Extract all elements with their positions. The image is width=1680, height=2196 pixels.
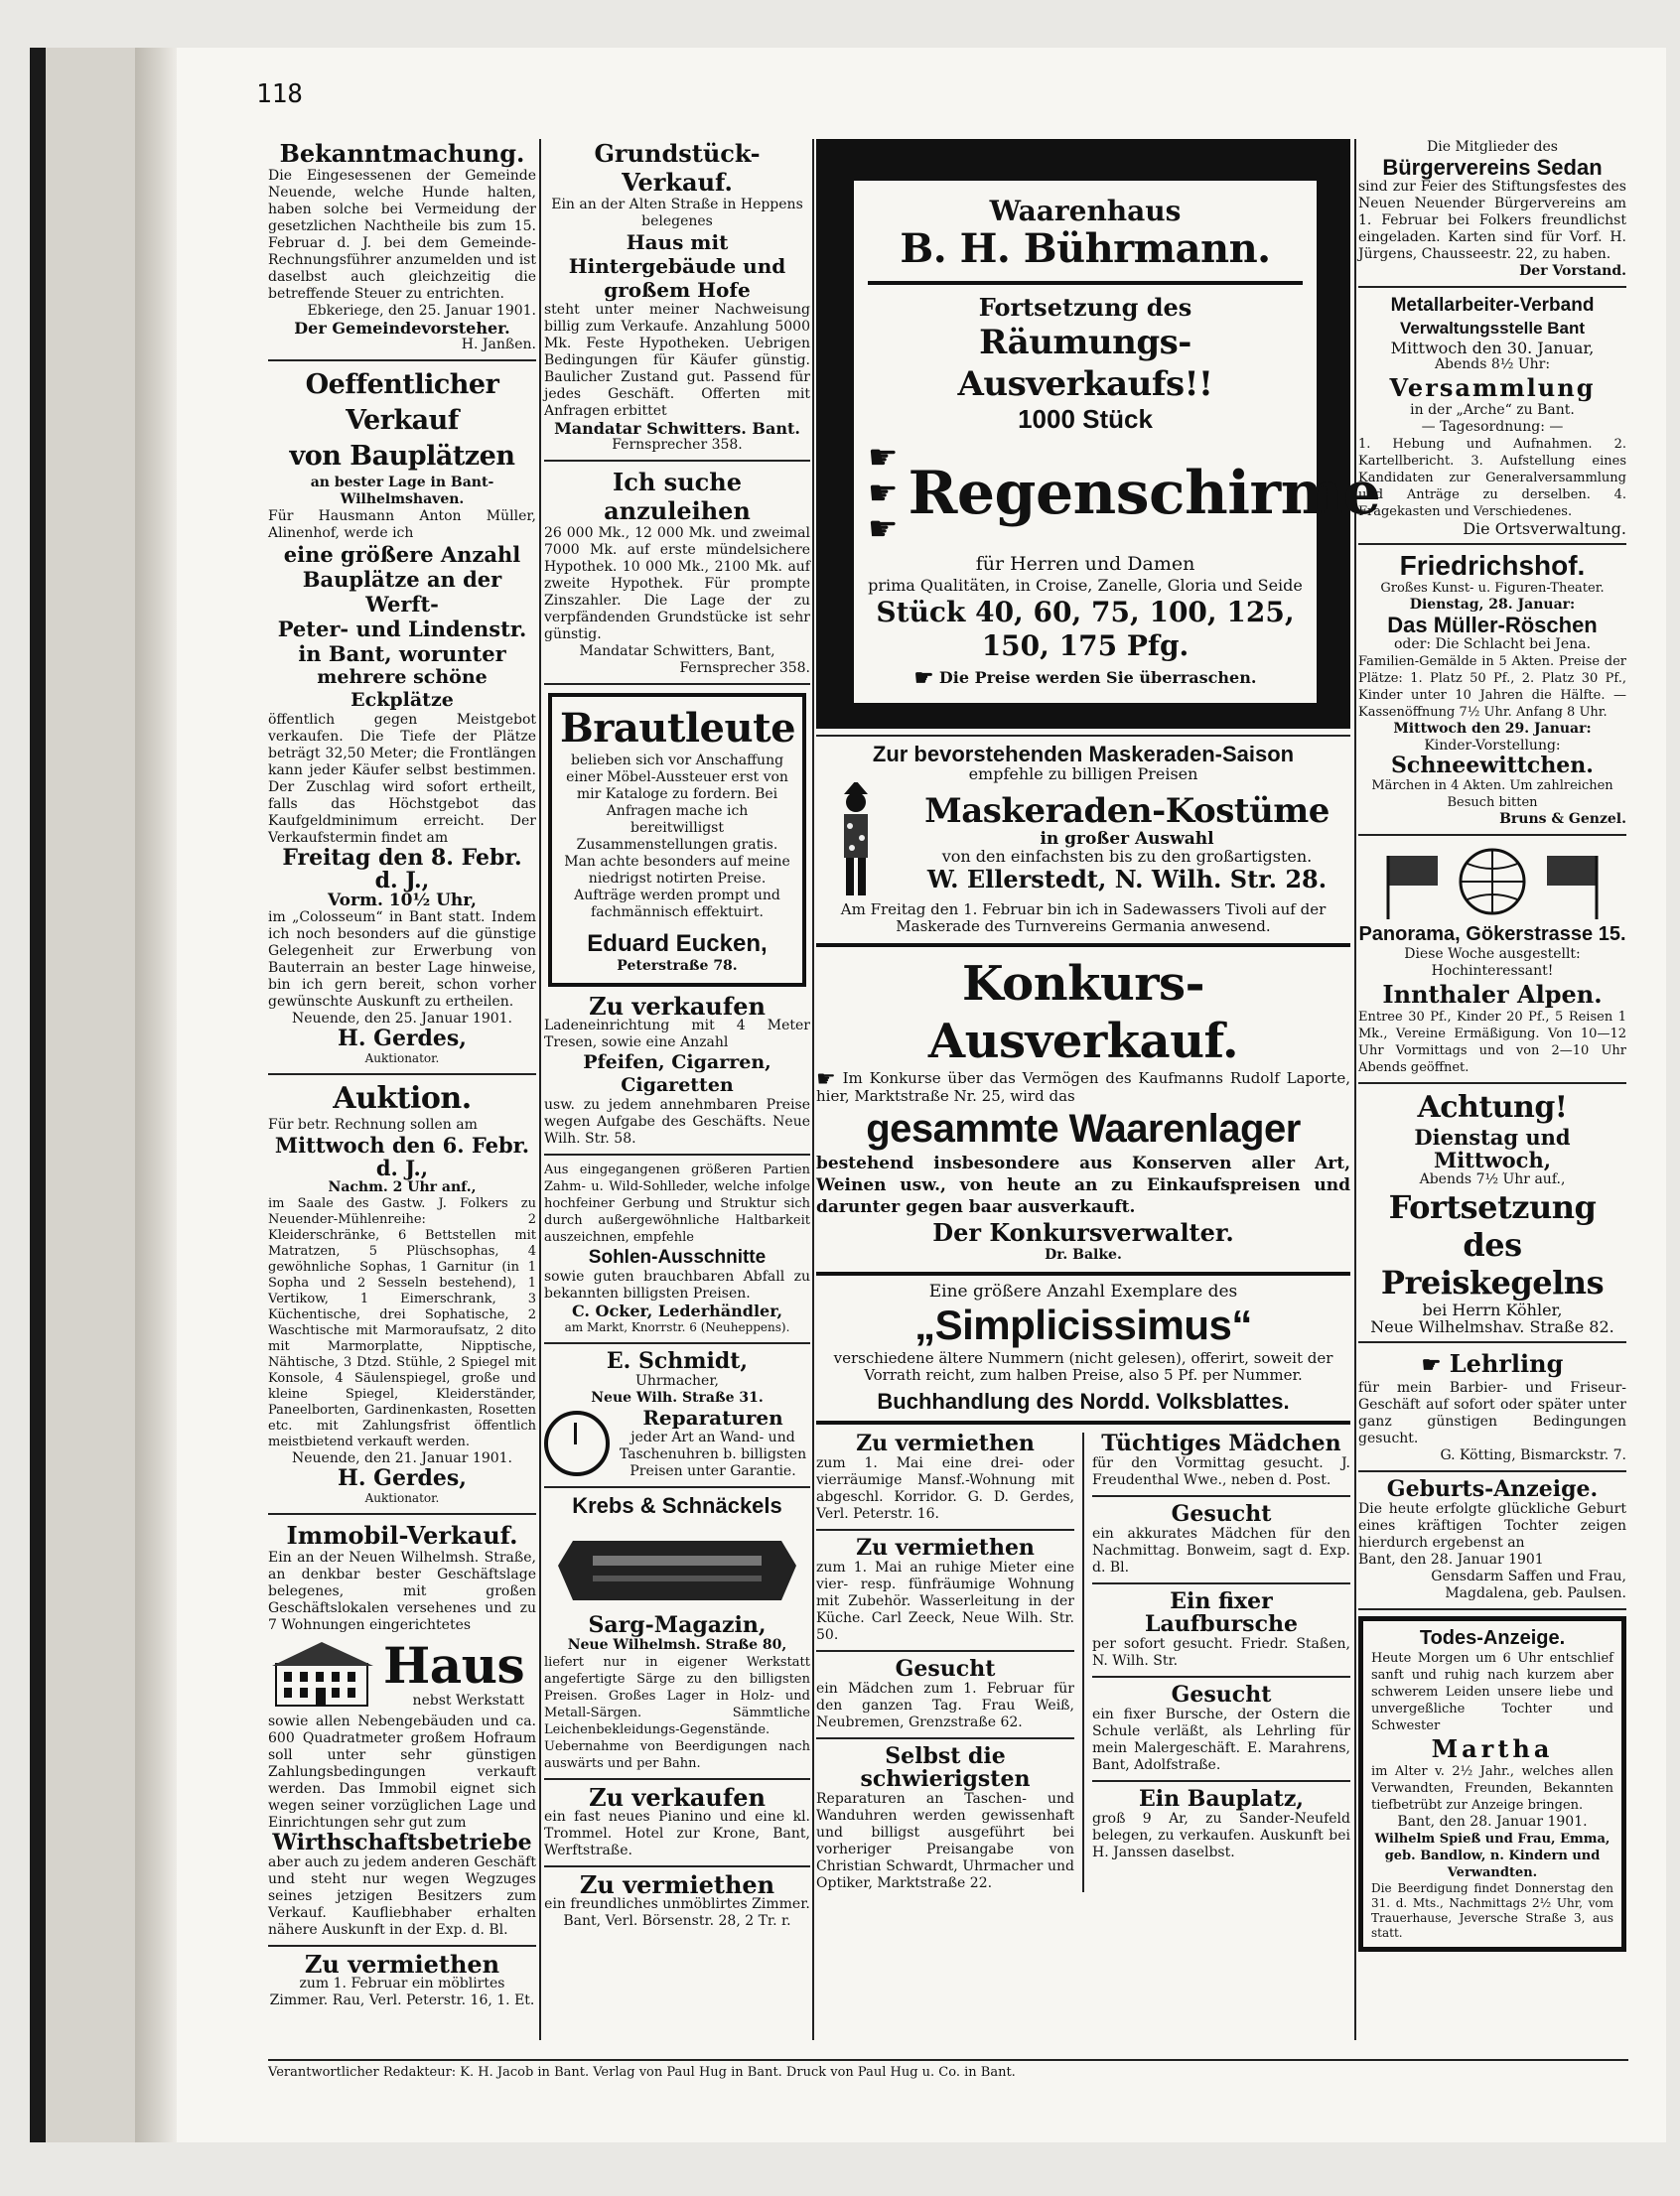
- ad-title: Zu vermiethen: [856, 1430, 1035, 1456]
- ad-brautleute: [548, 693, 806, 987]
- ad-date: Mittwoch den 29. Januar:: [1393, 721, 1592, 737]
- ad-text: per sofort gesucht. Friedr. Staßen, N. Wilh. Str.: [1092, 1635, 1350, 1669]
- jester-illustration: [816, 782, 896, 901]
- ad-title: Oeffentlicher Verkauf: [305, 369, 499, 436]
- ad-immobil: [268, 1521, 536, 1939]
- column-3: [816, 139, 1381, 1892]
- ad-text: Entree 30 Pf., Kinder 20 Pf., 5 Reisen 1 Mk., Vereine Ermäßigung. Von 10—12 Uhr Vormittags und von 2—10 Uhr Abends geöffnet.: [1358, 1010, 1626, 1075]
- ad-signature: Eduard Eucken,: [587, 930, 768, 957]
- ad-title: Ein Bauplatz,: [1139, 1785, 1304, 1812]
- ad-date: Bant, den 28. Januar 1901.: [1397, 1814, 1588, 1830]
- ad-text: usw. zu jedem annehmbaren Preise wegen Aufgabe des Geschäfts. Neue Wilh. Str. 58.: [544, 1097, 810, 1147]
- ad-title: Lehrling: [1449, 1349, 1564, 1378]
- ad-maskeraden: [816, 743, 1350, 935]
- ad-title: Konkurs-Ausverkauf.: [927, 956, 1239, 1069]
- ad-text: im Alter v. 2½ Jahr., welches allen Verwandten, Freunden, Bekannten tiefbetrübt zur Anzeige bringen.: [1371, 1764, 1613, 1813]
- ad-title: Brautleute: [560, 705, 796, 752]
- ad-text: Im Konkurse über das Vermögen des Kaufmanns Rudolf Laporte, hier, Marktstraße Nr. 25, wird das: [816, 1069, 1350, 1105]
- pointing-hand-icon: ☛: [816, 1066, 836, 1092]
- ad-text: liefert nur in eigener Werkstatt angefertigte Särge zu den billigsten Preisen. Großes Lager in Holz- und Metall-Särgen. Sämmtliche Leichenbekleidungs-Gegenstände. Uebernahme von Beerdigungen nach auswärts und per Bahn.: [544, 1655, 810, 1771]
- book-binding: [135, 48, 177, 2142]
- ad-title: Sarg-Magazin,: [588, 1612, 767, 1638]
- ad-date: Ebkeriege, den 25. Januar 1901.: [307, 303, 536, 319]
- ad-text: im Saale des Gastw. J. Folkers zu Neuender-Mühlenreihe: 2 Kleiderschränke, 6 Bettstellen mit Matratzen, 5 Plüschsophas, 4 gewöhnliche Sophas, 1 Garnitur (in 1 Sopha und 2 Sesseln bestehend), 1 Vertikow, 1 Eimerschrank, 3 Küchentische, drei Sophatische, 2 Waschtische mit Marmoraufsatz, 2 dito mit Marmorplatte, Nipptische, Nähtische, 3 Dtzd. Stühle, 2 Spiegel mit Konsole, 4 Säulenspiegel, große und kleine Spiegel, Kleiderständer, Paneelborten, Gardinenkasten, Rosetten etc. mit Zahlungsfrist öffentlich meistbietend verkauft werden.: [268, 1196, 536, 1449]
- ad-place-date: Neuende, den 25. Januar 1901.: [292, 1011, 512, 1027]
- ad-title: Tüchtiges Mädchen: [1101, 1430, 1341, 1456]
- ad-title: E. Schmidt,: [606, 1348, 749, 1374]
- ad-vermiethen-zimmer: [544, 1870, 810, 1930]
- ad-address: Neue Wilhelmshav. Straße 82.: [1370, 1317, 1614, 1336]
- ad-signature: Der Gemeindevorsteher.: [294, 319, 510, 338]
- small-ads-grid: [816, 1430, 1350, 1892]
- ad-big-text: Preiskegelns: [1380, 1264, 1605, 1302]
- ad-big-text: Reparaturen: [642, 1406, 783, 1430]
- ad-text: sowie guten brauchbaren Abfall zu bekannten billigsten Preisen.: [544, 1269, 810, 1302]
- ad-text: nebst Werkstatt: [412, 1692, 525, 1709]
- ad-place-date: Neuende, den 21. Januar 1901.: [292, 1450, 512, 1466]
- small-ads-right: [1082, 1430, 1350, 1892]
- ad-text: Am Freitag den 1. Februar bin ich in Sadewassers Tivoli auf der Maskerade des Turnvereins Germania anwesend.: [840, 900, 1327, 935]
- ad-text: für Herren und Damen: [975, 553, 1195, 575]
- ad-text: Die Mitglieder des: [1427, 139, 1558, 155]
- ad-big-text: in Bant, worunter: [298, 641, 506, 666]
- ad-subtitle: an bester Lage in Bant-Wilhelmshaven.: [310, 475, 494, 507]
- ad-signature: G. Kötting, Bismarckstr. 7.: [1440, 1447, 1626, 1463]
- ad-zu-verkaufen: [544, 992, 810, 1148]
- ad-time: Nachm. 2 Uhr anf.,: [328, 1179, 477, 1195]
- scan-binding-edge: [30, 48, 46, 2142]
- ad-big-text: Fortsetzung des: [1388, 1188, 1597, 1264]
- ad-title: Immobil-Verkauf.: [286, 1521, 518, 1550]
- ad-text: für mein Barbier- und Friseur-Geschäft auf sofort oder später unter ganz günstigen Bedingungen gesucht.: [1358, 1380, 1626, 1446]
- ad-big-text: eine größere Anzahl: [283, 542, 521, 567]
- ad-text: 26 000 Mk., 12 000 Mk. und zweimal 7000 Mk. auf erste mündelsichere Hypothek. 10 000 Mk., 2100 Mk. auf zweite Hypothek. Für prompte Zinszahler. Die Lage der zu verpfändenden Grundstücke ist sehr günstig.: [544, 525, 810, 642]
- ad-title: B. H. Bührmann.: [900, 225, 1271, 272]
- ad-text: zum 1. Mai eine drei- oder vierräumige Mansf.-Wohnung mit abgeschl. Korridor. G. D. Gerdes, Verl. Peterstr. 16.: [816, 1454, 1074, 1522]
- ad-signature: Buchhandlung des Nordd. Volksblattes.: [877, 1388, 1290, 1414]
- ad-title: Zu vermiethen: [856, 1534, 1035, 1561]
- ad-signature-name: Dr. Balke.: [1045, 1246, 1122, 1263]
- pointing-hand-icon: ☛: [1421, 1352, 1442, 1378]
- pocket-watch-icon: [544, 1411, 610, 1476]
- ad-text: Großes Kunst- u. Figuren-Theater.: [1380, 581, 1605, 596]
- coffin-illustration: [553, 1521, 801, 1610]
- ad-signature: C. Ocker, Lederhändler,: [571, 1302, 783, 1320]
- ad-text: Die Eingesessenen der Gemeinde Neuende, welche Hunde halten, haben solche bei Vermeidung der gesetzlichen Nachtheile bis zum 15. Februar d. J. bei dem Gemeinde-Rechnungsführer anzumelden und ist daselbst auch gleichzeitig die betreffende Steuer zu entrichten.: [268, 168, 536, 302]
- ad-date: Mittwoch den 6. Febr. d. J.,: [274, 1133, 530, 1180]
- ad-text: — Tagesordnung: —: [1421, 419, 1564, 435]
- ad-text: Eine größere Anzahl Exemplare des: [928, 1281, 1238, 1302]
- ad-text: Aus eingegangenen größeren Partien Zahm- u. Wild-Sohlleder, welche infolge hochfeiner Gerbung und Struktur sich durch außergewöhnliche Haltbarkeit auszeichnen, empfehle: [544, 1163, 810, 1245]
- ad-text: ein Mädchen zum 1. Februar für den ganzen Tag. Frau Weiß, Neubremen, Grenzstraße 62.: [816, 1680, 1074, 1730]
- ad-text: in der „Arche“ zu Bant.: [1410, 402, 1575, 418]
- ad-sedan: [1358, 139, 1626, 280]
- ad-title: Zu verkaufen: [589, 992, 766, 1021]
- ad-text: prima Qualitäten, in Croise, Zanelle, Gloria und Seide: [868, 576, 1303, 595]
- ad-signature: Der Konkursverwalter.: [932, 1217, 1234, 1247]
- ad-text: ein freundliches unmöblirtes Zimmer. Bant, Verl. Börsenstr. 28, 2 Tr. r.: [544, 1896, 810, 1929]
- ad-text: ein fixer Bursche, der Ostern die Schule verläßt, als Lehrling für mein Malergeschäft. E. Marahrens, Bant, Adolfstraße.: [1092, 1706, 1350, 1773]
- ad-title: Krebs & Schnäckels: [572, 1493, 782, 1518]
- ad-sohlen: [544, 1162, 810, 1336]
- ad-geburt: [1358, 1478, 1626, 1602]
- ad-text: Reparaturen an Taschen- und Wanduhren werden gewissenhaft und billigst ausgeführt bei vorheriger Preisangabe von Christian Schwardt, Uhrmacher und Optiker, Marktstraße 22.: [816, 1790, 1074, 1891]
- ad-signature: Mandatar Schwitters. Bant.: [554, 419, 800, 438]
- ad-big-text: Haus: [383, 1635, 525, 1695]
- ad-big-text: Martha: [1431, 1734, 1554, 1763]
- ad-title: Metallarbeiter-Verband: [1390, 295, 1595, 316]
- column-rule: [539, 139, 541, 2040]
- ad-text: Familien-Gemälde in 5 Akten. Preise der Plätze: 1. Platz 50 Pf., 2. Platz 30 Pf., Kinder unter 10 Jahren die Hälfte. — Kassenöffnung 7½ Uhr. Anfang 8 Uhr.: [1358, 654, 1626, 720]
- ad-grundstueck: [544, 139, 810, 454]
- ad-friedrichshof: [1358, 551, 1626, 828]
- ad-text: empfehle zu billigen Preisen: [968, 764, 1198, 783]
- column-rule: [1354, 139, 1356, 2040]
- ad-text: Ein an der Alten Straße in Heppens belegenes: [551, 197, 803, 229]
- column-rule: [812, 139, 814, 2040]
- ad-text: Uhrmacher,: [635, 1373, 719, 1389]
- ad-time: Abends 7½ Uhr auf.,: [1419, 1171, 1566, 1187]
- ad-big-text: Haus mit Hintergebäude und großem Hofe: [568, 230, 786, 302]
- ad-text: belieben sich vor Anschaffung einer Möbel-Aussteuer erst von mir Kataloge zu fordern. Bei Anfragen mache ich bereitwilligst Zusammenstellungen gratis. Man achte besonders auf meine niedrigst notirten Preise. Aufträge werden prompt und fachmännisch effektuirt.: [564, 753, 790, 920]
- ad-text: bei Herrn Köhler,: [1422, 1301, 1563, 1319]
- pointing-hand-icon: ☛ ☛ ☛: [868, 438, 899, 549]
- ad-title: Gesucht: [895, 1655, 996, 1682]
- ad-text: zum 1. Februar ein möblirtes Zimmer. Rau, Verl. Peterstr. 16, 1. Et.: [269, 1976, 535, 2008]
- ad-phone: Fernsprecher 358.: [612, 437, 743, 453]
- ad-text: verschiedene ältere Nummern (nicht gelesen), offerirt, soweit der Vorrath reicht, zum halben Preise, also 5 Pf. per Nummer.: [833, 1348, 1333, 1384]
- ad-signature: Die Ortsverwaltung.: [1463, 519, 1626, 538]
- ad-panorama: [1358, 842, 1626, 1076]
- ad-address: Peterstraße 78.: [617, 958, 738, 974]
- ad-title: Friedrichshof.: [1399, 550, 1586, 581]
- ad-text: sowie allen Nebengebäuden und ca. 600 Quadratmeter großem Hofraum soll unter sehr günstigen Zahlungsbedingungen verkauft werden. Das Immobil eignet sich wegen seiner vorzüglichen Lage und Einrichtungen sehr gut zum: [268, 1714, 536, 1831]
- ad-text: Ein an der Neuen Wilhelmsh. Straße, an denkbar bester Geschäftslage belegenes, mit großen Geschäftslokalen versehenes und zu 7 Wohnungen eingerichtetes: [268, 1550, 536, 1633]
- ad-buehrmann: [816, 139, 1381, 729]
- ad-title: Zu vermiethen: [304, 1950, 500, 1979]
- ad-address: Neue Wilhelmsh. Straße 80,: [567, 1637, 787, 1653]
- ad-title: Selbst die schwierigsten: [860, 1742, 1031, 1792]
- ad-text: Ladeneinrichtung mit 4 Meter Tresen, sowie eine Anzahl: [544, 1018, 810, 1050]
- ad-signature: W. Ellerstedt, N. Wilh. Str. 28.: [926, 864, 1328, 893]
- ad-signature: Der Vorstand.: [1519, 263, 1626, 279]
- ad-text: aber auch zu jedem anderen Geschäft und steht nur wegen Wegzuges seines jetzigen Besitzers zum Verkauf. Kaufliebhaber erhalten nähere Auskunft in der Exp. d. Bl.: [268, 1854, 536, 1938]
- ad-achtung: [1358, 1090, 1626, 1335]
- globe-flags-illustration: [1368, 842, 1616, 921]
- ad-schmidt: [544, 1350, 810, 1480]
- ad-auktion: [268, 1081, 536, 1507]
- imprint-footer: Verantwortlicher Redakteur: K. H. Jacob in Bant. Verlag von Paul Hug in Bant. Druck von Paul Hug u. Co. in Bant.: [268, 2059, 1628, 2080]
- page-number: 118: [256, 79, 303, 109]
- ad-bekanntmachung: [268, 139, 536, 353]
- ad-big-text: Versammlung: [1389, 373, 1596, 402]
- pointing-hand-icon: ☛: [913, 665, 934, 691]
- ad-text: im „Colosseum“ in Bant statt. Indem ich noch besonders auf die günstige Gelegenheit zur Erwerbung von Bauterrain an bester Lage hinweise, bin ich gern bereit, schon vorher gewünschte Auskunft zu ertheilen.: [268, 909, 536, 1010]
- column-4: [1358, 139, 1626, 1952]
- ad-big-text: Regenschirme: [908, 459, 1381, 528]
- ad-prices: Stück 40, 60, 75, 100, 125,: [876, 596, 1295, 628]
- ad-signature: H. Gerdes,: [338, 1465, 467, 1491]
- ad-title: Todes-Anzeige.: [1419, 1627, 1566, 1649]
- ad-verkauf-bauplaetze: [268, 367, 536, 1067]
- ad-big-text: Bauplätze an der Werft-: [302, 567, 502, 617]
- ad-title: Achtung!: [1417, 1090, 1568, 1125]
- ad-big-text: Peter- und Lindenstr.: [277, 617, 527, 641]
- ad-title: Zu verkaufen: [589, 1783, 766, 1812]
- ad-title: Grundstück-Verkauf.: [594, 139, 761, 197]
- ad-address: Neue Wilh. Straße 31.: [591, 1390, 764, 1406]
- ad-title: Waarenhaus: [989, 195, 1182, 227]
- ad-text: sind zur Feier des Stiftungsfestes des Neuen Neuender Bürgervereins am 1. Februar bei Folkers freundlichst eingeladen. Karten sind für Vorf. H. Jürgens, Chausseestr. 22, zu haben.: [1358, 179, 1626, 262]
- ad-text: Kinder-Vorstellung:: [1424, 738, 1561, 754]
- ad-title: Zu vermiethen: [579, 1870, 775, 1899]
- ad-title: Ein fixer Laufbursche: [1145, 1587, 1298, 1637]
- ad-title: Ich suche anzuleihen: [604, 468, 751, 525]
- ad-text: Märchen in 4 Akten. Um zahlreichen Besuch bitten: [1371, 778, 1613, 810]
- ad-title: Zur bevorstehenden Maskeraden-Saison: [872, 742, 1295, 766]
- ad-big-text: Innthaler Alpen.: [1382, 980, 1603, 1009]
- ad-signature: Gensdarm Saffen und Frau, Magdalena, geb. Paulsen.: [1431, 1569, 1626, 1601]
- scan-margin: [46, 48, 135, 2142]
- ad-title: Bürgervereins Sedan: [1382, 155, 1603, 180]
- ad-title: Gesucht: [1171, 1681, 1272, 1708]
- ad-big-text: mehrere schöne Eckplätze: [317, 666, 488, 711]
- ad-text: von den einfachsten bis zu den großartigsten.: [941, 846, 1313, 866]
- ad-text: groß 9 Ar, zu Sander-Neufeld belegen, zu verkaufen. Auskunft bei H. Janssen daselbst.: [1092, 1810, 1350, 1860]
- ad-phone: Fernsprecher 358.: [679, 660, 810, 676]
- ad-text: Die heute erfolgte glückliche Geburt eines kräftigen Tochter zeigen hierdurch ergebenst an: [1358, 1501, 1626, 1551]
- small-ads-left: [816, 1430, 1074, 1892]
- ad-time: Vorm. 10½ Uhr,: [328, 891, 477, 910]
- ad-anleihen: [544, 468, 810, 677]
- ad-date: Dienstag, 28. Januar:: [1409, 597, 1576, 613]
- ad-signature: H. Gerdes,: [338, 1026, 467, 1051]
- ad-text: ein fast neues Pianino und eine kl. Trommel. Hotel zur Krone, Bant, Werftstraße.: [544, 1809, 810, 1858]
- ad-text: ein akkurates Mädchen für den Nachmittag. Bonweim, sagt d. Exp. d. Bl.: [1092, 1525, 1350, 1576]
- ad-signature: Wilhelm Spieß und Frau, Emma, geb. Bandlow, n. Kindern und Verwandten.: [1374, 1832, 1610, 1880]
- column-2: [544, 139, 810, 1930]
- ad-text: jeder Art an Wand- und Taschenuhren b. billigsten Preisen unter Garantie.: [619, 1430, 807, 1479]
- ad-title: Geburts-Anzeige.: [1386, 1476, 1599, 1502]
- ad-text: Heute Morgen um 6 Uhr entschlief sanft und ruhig nach kurzem aber schwerem Leiden unsere liebe und unvergeßliche Tochter und Schwester: [1371, 1651, 1613, 1733]
- ad-big-text: Schneewittchen.: [1391, 753, 1594, 778]
- ad-text: 1. Hebung und Aufnahmen. 2. Kartellbericht. 3. Aufstellung eines Kandidaten zur Generalversammlung und Anträge zu derselben. 4. Fragekasten und Verschiedenes.: [1358, 437, 1626, 519]
- ad-title: Panorama, Gökerstrasse 15.: [1358, 923, 1626, 945]
- ad-text: für den Vormittag gesucht. J. Freudenthal Wwe., neben d. Post.: [1092, 1454, 1350, 1488]
- ad-text: Für Hausmann Anton Müller, Alinenhof, werde ich: [268, 508, 536, 541]
- ad-text: Für betr. Rechnung sollen am: [268, 1117, 478, 1133]
- ad-title: Auktion.: [333, 1081, 472, 1116]
- ad-prices: 150, 175 Pfg.: [981, 629, 1190, 662]
- ad-text: oder: Die Schlacht bei Jena.: [1393, 636, 1592, 652]
- ad-verkaufen-pianino: [544, 1783, 810, 1859]
- ad-vermiethen: [268, 1950, 536, 2009]
- ad-signature: Mandatar Schwitters, Bant,: [579, 643, 775, 659]
- ad-time: Abends 8½ Uhr:: [1434, 356, 1551, 372]
- ad-big-text: gesammte Waarenlager: [866, 1106, 1301, 1151]
- ad-big-text: Pfeifen, Cigarren, Cigaretten: [583, 1051, 771, 1096]
- ad-date: Mittwoch den 30. Januar,: [1390, 339, 1595, 357]
- ad-date: Bant, den 28. Januar 1901: [1358, 1552, 1544, 1568]
- ad-text: bestehend insbesondere aus Konserven aller Art, Weinen usw., von heute an zu Einkaufspreisen und darunter gegen baar ausverkauft.: [816, 1153, 1350, 1217]
- ad-konkurs: [816, 955, 1350, 1264]
- ad-big-text: „Simplicissimus“: [914, 1301, 1252, 1348]
- ad-text: steht unter meiner Nachweisung billig zum Verkaufe. Anzahlung 5000 Mk. Feste Hypotheken. Uebrigen Bedingungen für Käufer günstig. Baulicher Zustand gut. Passend für jedes Geschäft. Offerten mit Anfragen erbittet: [544, 302, 810, 419]
- ad-metallarbeiter: [1358, 294, 1626, 537]
- ad-title: von Bauplätzen: [289, 441, 515, 472]
- ad-subtitle: Verwaltungsstelle Bant: [1399, 319, 1586, 338]
- ad-sarg-magazin: [544, 1494, 810, 1772]
- ad-signature: Bruns & Genzel.: [1499, 811, 1626, 827]
- ad-title: Gesucht: [1171, 1500, 1272, 1527]
- ad-signature-role: Auktionator.: [364, 1491, 440, 1505]
- ad-simplicissimus: [816, 1281, 1350, 1414]
- ad-text: Dienstag und Mittwoch,: [1414, 1125, 1571, 1172]
- ad-title: Sohlen-Ausschnitte: [588, 1247, 767, 1268]
- ad-lehrling: [1358, 1349, 1626, 1464]
- ad-signature-name: H. Janßen.: [461, 337, 536, 352]
- ad-text: Fortsetzung des: [978, 293, 1192, 322]
- ad-date: Freitag den 8. Febr. d. J.,: [282, 845, 522, 893]
- ad-text: Die Preise werden Sie überraschen.: [938, 668, 1257, 687]
- ad-title: Bekanntmachung.: [279, 139, 525, 168]
- ad-big-text: Das Müller-Röschen: [1387, 613, 1598, 637]
- column-1: [268, 139, 536, 2009]
- ad-text: Die Beerdigung findet Donnerstag den 31. d. Mts., Nachmittags 2½ Uhr, vom Trauerhause, Jeversche Straße 3, aus statt.: [1371, 1881, 1613, 1940]
- ad-address: am Markt, Knorrstr. 6 (Neuheppens).: [564, 1320, 790, 1334]
- ad-big-text: Wirthschaftsbetriebe: [272, 1830, 532, 1855]
- ad-text: in großer Auswahl: [1040, 828, 1214, 849]
- ad-signature-role: Auktionator.: [364, 1051, 440, 1065]
- ad-text: öffentlich gegen Meistgebot verkaufen. Die Tiefe der Plätze beträgt 32,50 Meter; die Frontlängen kann jeder Käufer selbst bestimmen. Der Zuschlag wird sofort ertheilt, falls das Höchstgebot das Kaufgeldminimum erreicht. Der Verkaufstermin findet am: [268, 712, 536, 846]
- house-illustration: [268, 1638, 377, 1710]
- ad-big-text: Räumungs-Ausverkaufs!!: [957, 323, 1213, 404]
- ad-big-text: Maskeraden-Kostüme: [924, 790, 1330, 831]
- ad-text: Diese Woche ausgestellt: Hochinteressant!: [1404, 946, 1581, 979]
- ad-todesanzeige: [1358, 1616, 1626, 1952]
- ad-text: zum 1. Mai an ruhige Mieter eine vier- resp. fünfräumige Wohnung mit Zubehör. Wasserleitung in der Küche. Carl Zeeck, Neue Wilh. Str. 50.: [816, 1559, 1074, 1643]
- ad-big-text: 1000 Stück: [1018, 404, 1153, 434]
